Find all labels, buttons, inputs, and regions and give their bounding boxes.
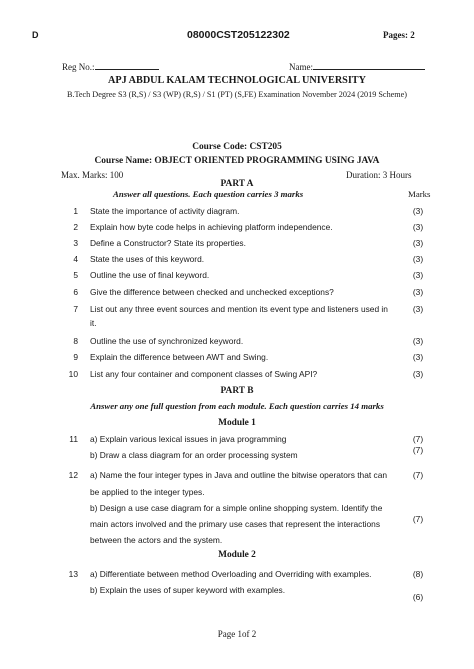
paper-code: 08000CST205122302: [187, 29, 290, 41]
question-text: Define a Constructor? State its properties.: [90, 238, 246, 248]
question-number: 10: [68, 369, 78, 379]
question-marks: (3): [412, 369, 424, 379]
question-13b: b) Explain the uses of super keyword with examples.: [90, 585, 286, 595]
question-marks: (3): [412, 206, 424, 216]
question-marks: (3): [412, 287, 424, 297]
reg-no-label: Reg No.:: [62, 62, 95, 72]
part-b-title: PART B: [220, 386, 254, 396]
question-marks: (3): [412, 304, 424, 314]
question-12a-line2: be applied to the integer types.: [90, 487, 205, 497]
question-13a: a) Differentiate between method Overloading and Overriding with examples.: [90, 569, 372, 579]
question-marks: (3): [412, 254, 424, 264]
question-text: State the importance of activity diagram.: [90, 206, 240, 216]
question-number: 7: [73, 304, 78, 314]
name-blank: [313, 60, 425, 70]
marks-header: Marks: [408, 189, 431, 199]
name-field: [289, 60, 425, 72]
module-2-title: Module 2: [218, 550, 256, 560]
course-code: Course Code: CST205: [192, 142, 282, 152]
question-number: 6: [73, 287, 78, 297]
question-marks: (3): [412, 238, 424, 248]
question-marks: (3): [412, 336, 424, 346]
question-12b-line1: b) Design a use case diagram for a simple online shopping system. Identify the: [90, 503, 383, 513]
question-11b: b) Draw a class diagram for an order processing system: [90, 450, 298, 460]
question-text-line1: List out any three event sources and mention its event type and listeners used in: [90, 304, 388, 314]
max-marks: Max. Marks: 100: [61, 170, 124, 180]
page-count: Pages: 2: [383, 30, 415, 40]
question-marks: (7): [412, 514, 424, 524]
name-label: Name:: [289, 62, 313, 72]
question-number: 1: [73, 206, 78, 216]
question-11a: a) Explain various lexical issues in java programming: [90, 434, 287, 444]
question-text: Explain the difference between AWT and Swing.: [90, 352, 269, 362]
question-12a-line1: a) Name the four integer types in Java and outline the bitwise operators that can: [90, 470, 388, 480]
corner-letter: D: [32, 30, 39, 40]
question-number: 3: [73, 238, 78, 248]
question-number: 11: [69, 434, 78, 444]
question-marks: (3): [412, 222, 424, 232]
question-marks: (8): [412, 569, 424, 579]
question-text: Outline the use of synchronized keyword.: [90, 336, 244, 346]
question-text: List any four container and component classes of Swing API?: [90, 369, 318, 379]
question-text: Give the difference between checked and unchecked exceptions?: [90, 287, 334, 297]
question-marks: (3): [412, 270, 424, 280]
question-text-line2: it.: [90, 318, 97, 328]
question-12b-line3: between the actors and the system.: [90, 535, 223, 545]
question-marks: (6): [412, 592, 424, 602]
part-b-instruction: Answer any one full question from each module. Each question carries 14 marks: [90, 401, 384, 411]
question-marks: (3): [412, 352, 424, 362]
question-marks: (7): [412, 434, 424, 444]
question-number: 13: [68, 569, 78, 579]
question-number: 12: [68, 470, 78, 480]
question-marks: (7): [412, 445, 424, 455]
exam-line: B.Tech Degree S3 (R,S) / S3 (WP) (R,S) / S1 (PT) (S,FE) Examination November 2024 (2019 Scheme): [66, 90, 408, 99]
reg-no-field: [62, 60, 159, 72]
question-text: State the uses of this keyword.: [90, 254, 205, 264]
university-name: APJ ABDUL KALAM TECHNOLOGICAL UNIVERSITY: [108, 75, 366, 86]
question-number: 2: [73, 222, 78, 232]
part-a-title: PART A: [220, 179, 254, 189]
module-1-title: Module 1: [218, 418, 256, 428]
page-footer: Page 1of 2: [217, 629, 257, 639]
part-a-instruction: Answer all questions. Each question carries 3 marks: [113, 189, 304, 199]
question-number: 5: [73, 270, 78, 280]
duration: Duration: 3 Hours: [346, 170, 412, 180]
reg-no-blank: [95, 60, 159, 70]
question-marks: (7): [412, 470, 424, 480]
question-number: 8: [73, 336, 78, 346]
question-text: Outline the use of final keyword.: [90, 270, 210, 280]
question-12b-line2: main actors involved and the primary use cases that represent the interactions: [90, 519, 381, 529]
question-number: 9: [73, 352, 78, 362]
question-text: Explain how byte code helps in achieving platform independence.: [90, 222, 333, 232]
course-name: Course Name: OBJECT ORIENTED PROGRAMMING USING JAVA: [94, 156, 380, 166]
question-number: 4: [73, 254, 78, 264]
